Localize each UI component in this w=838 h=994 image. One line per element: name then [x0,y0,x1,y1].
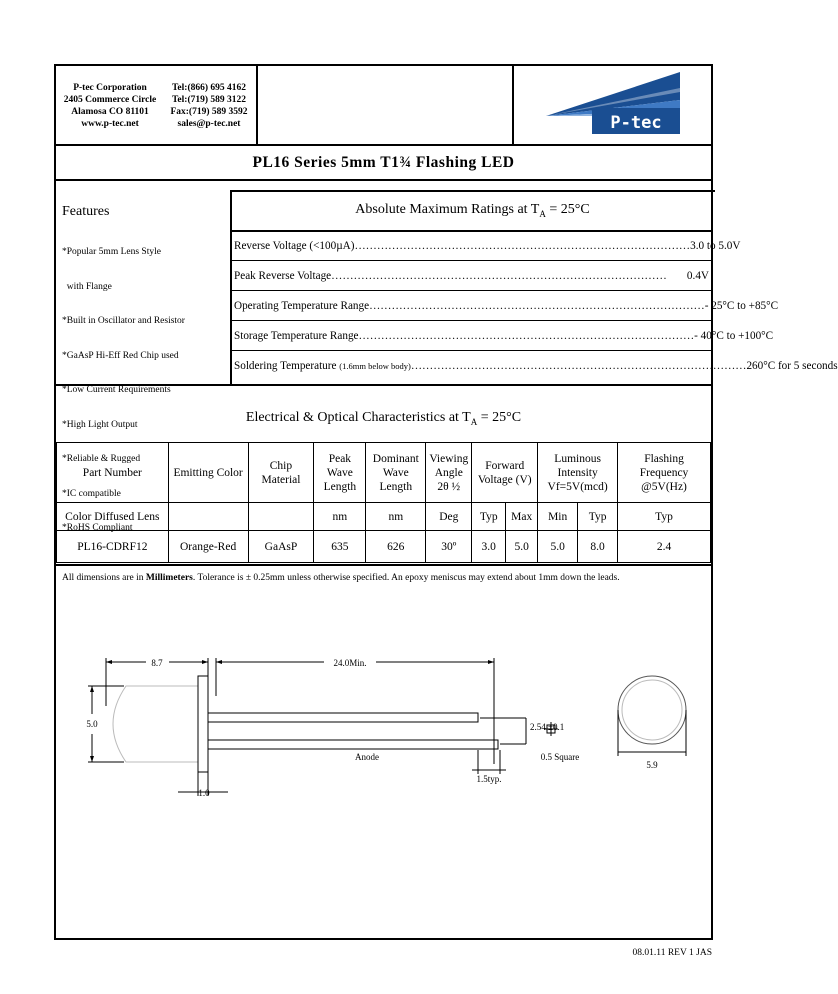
feature-item: *Built in Oscillator and Resistor [62,316,185,326]
feature-item: *High Light Output [62,419,138,430]
feature-item: *Low Current Requirements [62,385,171,395]
unit-lum-typ: Typ [578,503,618,531]
unit-peak: nm [314,503,366,531]
rating-value: 0.4V [686,270,709,282]
col-chip-material: Chip Material [248,443,314,503]
cell-fwd-max: 5.0 [506,531,538,563]
eo-units-row [57,503,711,531]
col-emitting-color: Emitting Color [168,443,248,503]
dim-diameter: 5.0 [86,719,98,729]
contact-tel1: Tel:(866) 695 4162 [171,83,247,93]
revision-footer: 08.01.11 REV 1 JAS [632,948,712,958]
unit-chip [248,503,314,531]
feature-item: *IC compatible [62,488,121,499]
cell-dom: 626 [366,531,426,563]
rating-value: 260°C for 5 seconds [746,360,838,372]
unit-lum-min: Min [538,503,578,531]
unit-dom: nm [366,503,426,531]
contact-fax: Fax:(719) 589 3592 [170,107,248,117]
company-contact [164,82,254,130]
rating-row: Operating Temperature Range ……………………………………………………………………………… - 25°C to +85°C [232,292,713,321]
cell-lum-typ: 8.0 [578,531,618,563]
rating-label: Peak Reverse Voltage [234,270,332,282]
company-address [60,82,160,130]
unit-view: Deg [426,503,472,531]
eo-table [56,442,711,563]
cell-fwd-typ: 3.0 [472,531,506,563]
features-heading: Features [62,204,110,219]
led-dimension-drawing [56,646,711,806]
dimensions-note: All dimensions are in Millimeters. Tolerance is ± 0.25mm unless otherwise specified. An epoxy meniscus may extend about 1mm down the leads. [62,573,620,583]
contact-email: sales@p-tec.net [177,119,241,129]
label-anode: Anode [355,752,379,762]
ptec-logo [542,70,682,138]
dim-flange: 1.0 [198,788,210,798]
cell-part: PL16-CDRF12 [57,531,169,563]
col-forward-voltage: Forward Voltage (V) [472,443,538,503]
feature-item: *Popular 5mm Lens Style [62,247,161,257]
rating-label: Operating Temperature Range [234,300,370,312]
feature-item: with Flange [62,281,112,292]
col-luminous-intensity: Luminous Intensity Vf=5V(mcd) [538,443,618,503]
unit-fwd-max: Max [506,503,538,531]
rating-label-note: (1.6mm below body) [339,361,411,371]
contact-tel2: Tel:(719) 589 3122 [171,95,247,105]
dim-body-length: 8.7 [151,658,163,668]
rating-value: - 25°C to +85°C [704,300,779,312]
rating-value: 3.0 to 5.0V [690,240,741,252]
rating-row: Storage Temperature Range ……………………………………………………………………………… - 40°C to +100°C [232,322,713,351]
company-street: 2405 Commerce Circle [63,95,157,105]
dim-typ: 1.5typ. [476,774,502,784]
rating-label: Soldering Temperature [234,360,340,372]
unit-flash: Typ [618,503,711,531]
eo-heading: Electrical & Optical Characteristics at $T_A = 25^\circ C$ [245,410,522,427]
dim-lead-square: 0.5 Square [540,752,580,762]
dim-lead-length: 24.0Min. [333,658,367,668]
feature-item: *Reliable & Rugged [62,454,141,464]
cell-flash: 2.4 [618,531,711,563]
rating-row: Peak Reverse Voltage ……………………………………………………………………………… 0.4V [232,262,713,291]
rating-value: - 40°C to +100°C [694,330,774,342]
page-title: PL16 Series 5mm T1¾ Flashing LED [252,154,515,171]
logo-text: P-tec [610,113,662,133]
unit-part: Color Diffused Lens [57,503,169,531]
eo-header-row [57,443,711,503]
datasheet-frame [54,64,838,940]
unit-emit [168,503,248,531]
company-name: P-tec Corporation [73,83,147,93]
cell-view: 30º [426,531,472,563]
col-viewing-angle: Viewing Angle 2θ ½ [426,443,472,503]
cell-peak: 635 [314,531,366,563]
cell-chip: GaAsP [248,531,314,563]
cell-lum-min: 5.0 [538,531,578,563]
dim-front-diameter: 5.9 [646,760,658,770]
rating-label: Storage Temperature Range [234,330,359,342]
rating-label: Reverse Voltage (<100µA) [234,240,355,252]
company-website: www.p-tec.net [81,119,139,129]
feature-item: *GaAsP Hi-Eff Red Chip used [62,350,179,361]
rating-row: Reverse Voltage (<100µA) ……………………………………………………………………………… 3.0 to 5.0V [232,232,713,261]
abs-max-heading: Absolute Maximum Ratings at $T_A = 25^\circ C$ [355,202,590,219]
table-row [57,531,711,563]
rating-row: Soldering Temperature (1.6mm below body) ……………………………………………………………………………… 260°C for 5 seconds [232,352,713,381]
col-peak-wavelength: Peak Wave Length [314,443,366,503]
col-flashing-frequency: Flashing Frequency @5V(Hz) [618,443,711,503]
col-dominant-wavelength: Dominant Wave Length [366,443,426,503]
company-city: Alamosa CO 81101 [71,107,149,117]
unit-fwd-typ: Typ [472,503,506,531]
dim-pitch: 2.54 ±0.1 [530,722,565,732]
cell-emit: Orange-Red [168,531,248,563]
col-part-number: Part Number [57,443,169,503]
feature-item: *RoHS Compliant [62,523,133,533]
